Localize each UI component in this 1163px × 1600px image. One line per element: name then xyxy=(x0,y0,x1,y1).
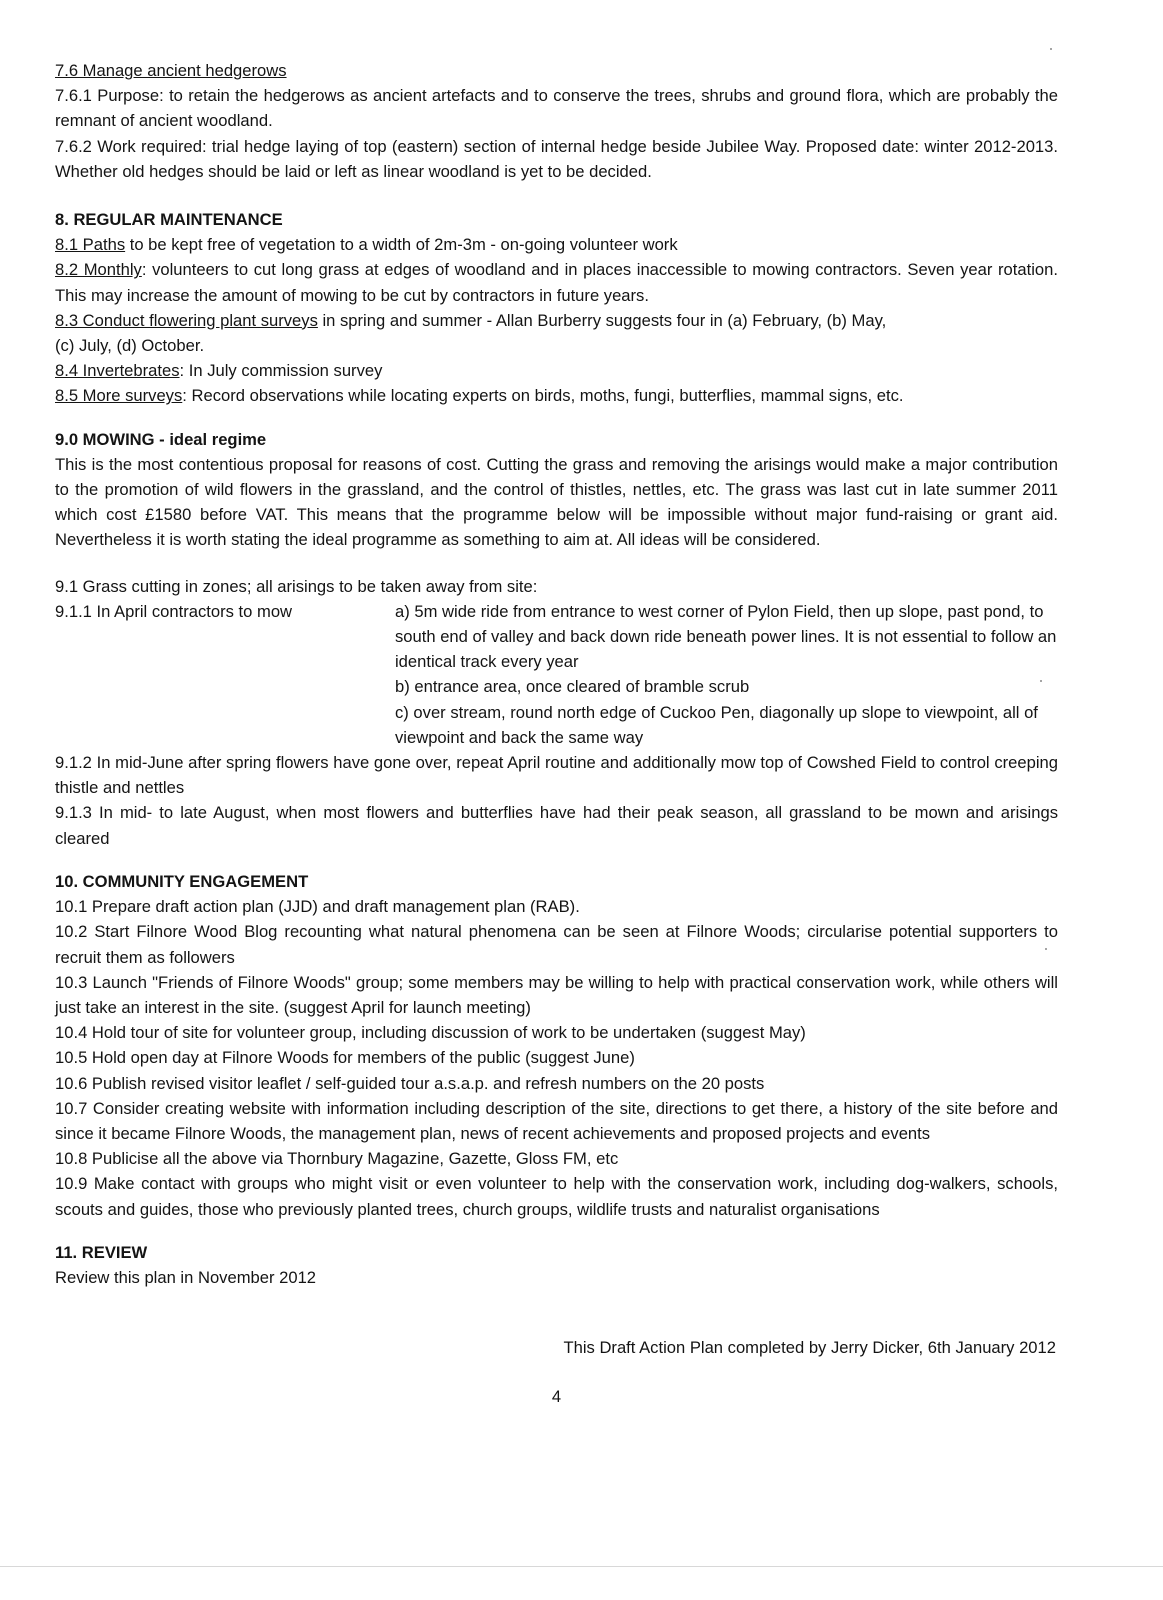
section-10-heading: 10. COMMUNITY ENGAGEMENT xyxy=(55,871,309,891)
section-11 xyxy=(55,1240,1058,1290)
item-8-2-text: : volunteers to cut long grass at edges of woodland and in places inaccessible to mowing contractors. Seven year rotation. This may increase the amount of mowing to be cut by contractors in future years. xyxy=(55,260,1058,305)
para-9-1-1-label: 9.1.1 In April contractors to mow xyxy=(55,601,293,621)
section-10 xyxy=(55,869,1058,1222)
para-9-1: 9.1 Grass cutting in zones; all arisings to be taken away from site: xyxy=(55,576,538,596)
item-8-1-text: to be kept free of vegetation to a width of 2m-3m - on-going volunteer work xyxy=(125,235,678,255)
item-8-1 xyxy=(55,232,1058,257)
scan-edge-line xyxy=(0,1566,1163,1567)
para-7-6-2: 7.6.2 Work required: trial hedge laying of top (eastern) section of internal hedge beside Jubilee Way. Proposed date: winter 2012-2013. Whether old hedges should be laid or left as linear woodland is yet to be decided. xyxy=(55,136,1058,181)
list-item: 10.7 Consider creating website with information including description of the site, directions to get there, a history of the site before and since it became Filnore Woods, the management plan, news of recent achievements and proposed projects and events xyxy=(55,1098,1058,1143)
para-9-1-1 xyxy=(55,599,1058,675)
item-8-3-label: 8.3 Conduct flowering plant surveys xyxy=(55,310,318,330)
section-11-text: Review this plan in November 2012 xyxy=(55,1267,317,1287)
section-7-6-heading: 7.6 Manage ancient hedgerows xyxy=(55,61,287,80)
list-item: 10.3 Launch "Friends of Filnore Woods" group; some members may be willing to help with practical conservation work, while others will just take an interest in the site. (suggest April for launch meeting) xyxy=(55,972,1058,1017)
scan-speck xyxy=(1045,948,1047,950)
section-9-heading: 9.0 MOWING - ideal regime xyxy=(55,429,267,449)
item-8-3-text-cont: (c) July, (d) October. xyxy=(55,336,205,356)
signoff-line: This Draft Action Plan completed by Jerry Dicker, 6th January 2012 xyxy=(563,1338,1056,1358)
para-9-1-3: 9.1.3 In mid- to late August, when most flowers and butterflies have had their peak season, all grassland to be mown and arisings cleared xyxy=(55,803,1058,848)
list-item: 10.1 Prepare draft action plan (JJD) and draft management plan (RAB). xyxy=(55,897,580,917)
para-9-1-1-c: c) over stream, round north edge of Cuckoo Pen, diagonally up slope to viewpoint, all of viewpoint and back the same way xyxy=(395,702,1038,747)
para-9-1-1-b: b) entrance area, once cleared of bramble scrub xyxy=(395,677,750,697)
section-8 xyxy=(55,207,1058,409)
item-8-5 xyxy=(55,383,1058,408)
section-11-heading: 11. REVIEW xyxy=(55,1242,148,1262)
item-8-2-label: 8.2 Monthly xyxy=(55,260,142,280)
item-8-3-text: in spring and summer - Allan Burberry suggests four in (a) February, (b) May, xyxy=(317,310,887,330)
section-9 xyxy=(55,427,1058,851)
list-item: 10.2 Start Filnore Wood Blog recounting what natural phenomena can be seen at Filnore Woods; circularise potential supporters to recruit them as followers xyxy=(55,922,1058,967)
scan-speck xyxy=(1050,48,1052,50)
para-9-1-1-a: a) 5m wide ride from entrance to west corner of Pylon Field, then up slope, past pond, to south end of valley and back down ride beneath power lines. It is not essential to follow an identical track every year xyxy=(395,601,1057,672)
list-item: 10.5 Hold open day at Filnore Woods for members of the public (suggest June) xyxy=(55,1048,635,1068)
item-8-2 xyxy=(55,257,1058,307)
list-item: 10.6 Publish revised visitor leaflet / self-guided tour a.s.a.p. and refresh numbers on the 20 posts xyxy=(55,1073,765,1093)
section-8-heading: 8. REGULAR MAINTENANCE xyxy=(55,210,283,230)
item-8-4 xyxy=(55,358,1058,383)
item-8-4-text: : In July commission survey xyxy=(179,361,383,381)
para-7-6-1: 7.6.1 Purpose: to retain the hedgerows as ancient artefacts and to conserve the trees, shrubs and ground flora, which are probably the remnant of ancient woodland. xyxy=(55,86,1058,131)
item-8-1-label: 8.1 Paths xyxy=(55,235,126,255)
item-8-5-label: 8.5 More surveys xyxy=(55,386,183,406)
scan-speck xyxy=(1040,680,1042,682)
list-item: 10.9 Make contact with groups who might visit or even volunteer to help with the conservation work, including dog-walkers, schools, scouts and guides, those who previously planted trees, church groups, wildlife trusts and naturalist organisations xyxy=(55,1174,1058,1219)
item-8-4-label: 8.4 Invertebrates xyxy=(55,361,180,381)
para-9-1-2: 9.1.2 In mid-June after spring flowers have gone over, repeat April routine and additionally mow top of Cowshed Field to control creeping thistle and nettles xyxy=(55,753,1058,798)
section-9-intro: This is the most contentious proposal for reasons of cost. Cutting the grass and removing the arisings would make a major contribution to the promotion of wild flowers in the grassland, and the control of thistles, nettles, etc. The grass was last cut in late summer 2011 which cost £1580 before VAT. This means that the programme below will be impossible without major fund-raising or grant aid. Nevertheless it is worth stating the ideal programme as something to aim at. All ideas will be considered. xyxy=(55,454,1058,550)
item-8-5-text: : Record observations while locating experts on birds, moths, fungi, butterflies, mammal signs, etc. xyxy=(182,386,904,406)
section-7-6 xyxy=(55,58,1058,184)
list-item: 10.4 Hold tour of site for volunteer group, including discussion of work to be undertaken (suggest May) xyxy=(55,1023,806,1043)
item-8-3 xyxy=(55,308,1058,358)
page-number: 4 xyxy=(551,1387,562,1407)
list-item: 10.8 Publicise all the above via Thornbury Magazine, Gazette, Gloss FM, etc xyxy=(55,1149,619,1169)
